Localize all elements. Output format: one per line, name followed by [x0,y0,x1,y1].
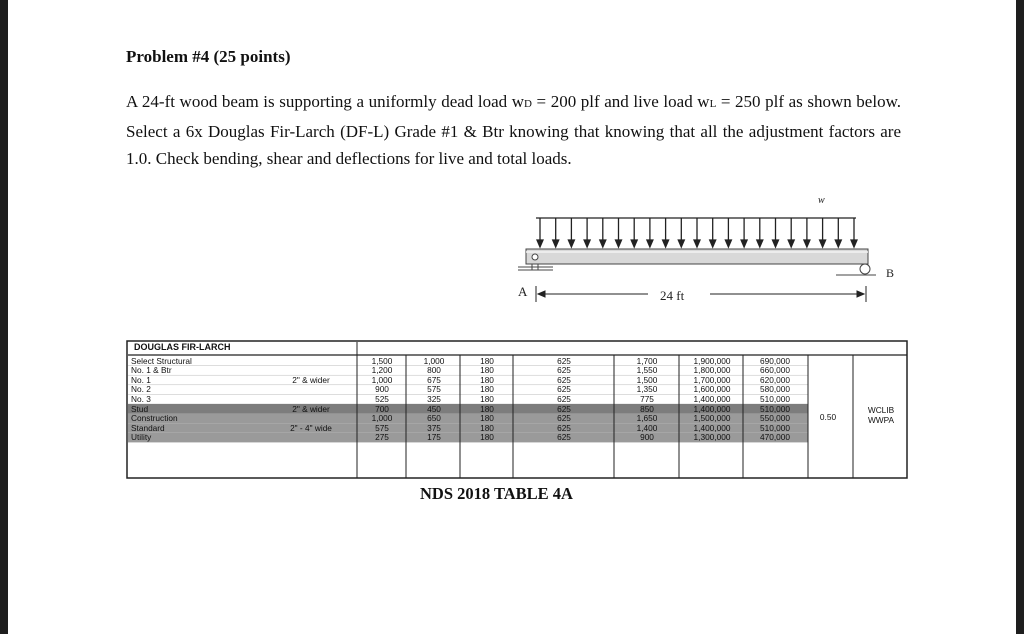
table-row-grade: Construction [131,413,178,424]
table-cell: 1,000 [371,374,393,385]
table-cell: 625 [557,374,571,385]
grading-agency-2: WWPA [867,415,895,425]
table-cell: 575 [427,384,441,395]
table-row-grade: Stud [131,403,149,414]
load-arrowhead [694,240,700,247]
load-arrowhead [788,240,794,247]
load-arrowhead [820,240,826,247]
table-cell: 1,400,000 [693,422,731,433]
table-cell: 580,000 [760,384,790,395]
table-cell: 1,700 [636,355,658,366]
table-cell: 1,800,000 [693,365,731,376]
table-cell: 325 [427,393,441,404]
table-cell: 650 [427,413,441,424]
problem-statement [126,88,901,172]
live-load-subscript: L [709,98,717,110]
load-arrowhead [804,240,810,247]
load-arrowhead [725,240,731,247]
table-row-size: 2" & wider [292,374,330,385]
table-cell: 180 [480,403,494,414]
load-arrowhead [835,240,841,247]
statement-part-3: = 250 plf as shown below. Select a 6x Douglas Fir-Larch (DF-L) Grade #1 & Btr knowing that knowing that all the adjustment factors are 1.0. Check bending, shear and deflections for live and total loads. [126,92,901,168]
table-cell: 180 [480,384,494,395]
table-cell: 1,500 [371,355,393,366]
load-arrowhead [851,240,857,247]
table-cell: 900 [640,432,654,443]
distributed-load-arrows [536,218,857,247]
table-cell: 625 [557,393,571,404]
load-arrowhead [537,240,543,247]
beam-diagram [498,190,898,315]
span-label: 24 ft [660,288,685,303]
table-header: DOUGLAS FIR-LARCH [134,342,231,352]
table-cell: 700 [375,403,389,414]
support-a-label: A [518,284,528,299]
table-row-grade: Utility [131,432,152,443]
table-cell: 625 [557,365,571,376]
table-cell: 1,350 [636,384,658,395]
table-cell: 1,700,000 [693,374,731,385]
table-cell: 625 [557,422,571,433]
load-arrowhead [568,240,574,247]
load-arrowhead [600,240,606,247]
table-cell: 660,000 [760,365,790,376]
table-row-grade: No. 1 & Btr [131,365,172,376]
table-cell: 275 [375,432,389,443]
load-arrowhead [663,240,669,247]
load-arrowhead [647,240,653,247]
table-cell: 625 [557,355,571,366]
grading-agency-1: WCLIB [867,405,895,415]
table-cell: 1,500 [636,374,658,385]
table-cell: 180 [480,374,494,385]
support-b-label: B [886,266,895,280]
load-arrowhead [773,240,779,247]
table-cell: 175 [427,432,441,443]
table-cell: 1,600,000 [693,384,731,395]
document-page [8,0,1016,634]
nds-design-values-table [126,340,908,480]
table-cell: 575 [375,422,389,433]
table-cell: 375 [427,422,441,433]
table-cell: 450 [427,403,441,414]
table-cell: 625 [557,413,571,424]
table-cell: 470,000 [760,432,790,443]
load-arrowhead [553,240,559,247]
table-row-grade: Select Structural [131,355,192,366]
load-arrowhead [584,240,590,247]
span-dimension-line [536,286,866,302]
table-cell: 775 [640,393,654,404]
table-cell: 550,000 [760,413,790,424]
load-arrowhead [631,240,637,247]
table-cell: 675 [427,374,441,385]
table-cell: 620,000 [760,374,790,385]
table-cell: 1,550 [636,365,658,376]
table-cell: 625 [557,384,571,395]
table-cell: 180 [480,365,494,376]
table-caption: NDS 2018 TABLE 4A [420,484,573,503]
load-label: w [818,195,825,206]
load-arrowhead [757,240,763,247]
table-cell: 180 [480,413,494,424]
table-cell: 1,000 [371,413,393,424]
table-row-grade: No. 2 [131,384,151,395]
dead-load-subscript: D [524,98,532,110]
statement-part-2: = 200 plf and live load w [531,92,710,111]
table-cell: 510,000 [760,422,790,433]
load-arrowhead [741,240,747,247]
table-cell: 1,400,000 [693,393,731,404]
load-arrowhead [616,240,622,247]
table-cell: 1,500,000 [693,413,731,424]
table-cell: 180 [480,355,494,366]
table-row-grade: No. 1 [131,374,151,385]
load-arrowhead [678,240,684,247]
load-arrowhead [710,240,716,247]
specific-gravity-value: 0.50 [819,412,837,422]
table-cell: 900 [375,384,389,395]
table-row-grade: No. 3 [131,393,151,404]
table-cell: 625 [557,403,571,414]
table-row-grade: Standard [131,422,165,433]
table-cell: 800 [427,365,441,376]
table-cell: 510,000 [760,403,790,414]
table-cell: 1,900,000 [693,355,731,366]
table-cell: 1,400 [636,422,658,433]
table-cell: 1,000 [423,355,445,366]
table-cell: 525 [375,393,389,404]
problem-title: Problem #4 (25 points) [126,47,291,66]
table-cell: 1,400,000 [693,403,731,414]
table-cell: 510,000 [760,393,790,404]
statement-part-1: A 24-ft wood beam is supporting a uniformly dead load w [126,92,524,111]
table-cell: 1,200 [371,365,393,376]
table-row-size: 2" - 4" wide [290,422,332,433]
table-cell: 1,650 [636,413,658,424]
table-cell: 180 [480,393,494,404]
table-cell: 850 [640,403,654,414]
table-cell: 1,300,000 [693,432,731,443]
table-row-size: 2" & wider [292,403,330,414]
table-cell: 690,000 [760,355,790,366]
table-cell: 625 [557,432,571,443]
roller-support-b [836,264,876,275]
table-cell: 180 [480,422,494,433]
table-cell: 180 [480,432,494,443]
